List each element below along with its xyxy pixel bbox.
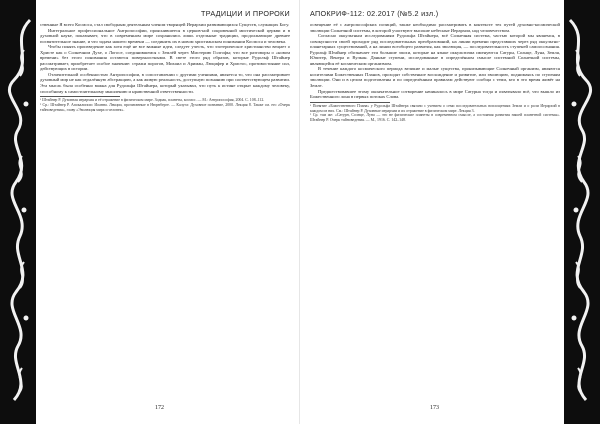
footnote: ¹ Штайнер Р. Духовная иерархия и её отражение в физическом мире. Зодиак, планеты, космос. — М.: Антропософия, 2004. С. 108–112. <box>40 98 265 103</box>
paragraph: ственные Я всего Космоса, стал свободным деятельным членом творящей Иерархии развивающихся Существ, служащих Богу. <box>40 22 290 27</box>
running-head <box>310 6 560 20</box>
footnote: ² Ср. там же: «Сатурн, Солнце, Луна — это не физические планеты в современном смысле, а состояния развития нашей планетной системы». Штайнер Р. Очерк тайноведения. — М., 1916. С. 142–148. <box>310 113 560 123</box>
paragraph: освещение её с антропософских позиций, также необходимо рассматривать в контексте тех путей духовно-космической эволюции Солнечной системы, в которой участвуют высокие небесные Иерархии, над человечеством. <box>310 22 560 33</box>
running-head <box>40 6 290 20</box>
tribal-ornament-icon <box>0 0 36 424</box>
paragraph: Согласно оккультным исследованиям Рудольфа Штайнера, всё Солнечная система, частью которой мы являемся, в совокупности своей проходит ряд последовательных преобразований, на линии времени представших через ряд оккультно-планетарных существований, а на линии всеобщего развития, как эволюция, — последовательность ступеней самоосознания. Рудольф Штайнер обозначает эти большие эпохи, которые на языке оккультизма именуются Сатурн, Солнце, Луна, Земля, Юпитер, Венера и Вулкан. Данные ступени, исследованные в определённом смысле системной Солнечной системы, являющейся её космическим организмом. <box>310 33 560 66</box>
right-page <box>300 0 600 424</box>
footnote-divider <box>310 102 390 103</box>
footnote: ² Ср.: Штайнер Р. Апокалипсис Иоанна. Лекции, прочитанные в Нюрнберге. — Калуга: Духовное познание, 2000. Лекция 8. Также см. его «Очерк тайноведения», главу «Эволюция мира и человек». <box>40 103 290 112</box>
left-ornament-border <box>0 0 36 424</box>
footnotes <box>40 98 290 112</box>
tribal-ornament-icon <box>564 0 600 424</box>
paragraph: В течение каждого космического периода великие и малые существа, пронизывающие Солнечный организм, являются носителями Божественных Планов, проходят собственное восхождение и развитие, или эволюцию, поднимаясь по ступеням эволюции. Они и в целом подготовлены и по определённым правилам действуют сообща с теми, кто в это время живёт на Земле. <box>310 66 560 89</box>
paragraph: Интегральное профессиональное Антропософии, прояснившееся в церков-ной сокровенной мистической церкви и в духовной науке, показывает, что в современном мире сохранились лишь отдельные традиции, продолжающие древнее посвятительное знание, и что задача нашего времени — соединить их в новом христианском понимании Космоса и человека. <box>40 27 290 44</box>
running-head-text: ТРАДИЦИИ И ПРОРОКИ <box>201 8 290 18</box>
footnote: ¹ Понятие «Божественного Плана» у Рудольфа Штайнера связано с учением о семи последовательных воплощениях Земли и о роли Иерархий в каждом из них. См.: Штайнер Р. Духовные иерархии и их отражение в физическом мире. Лекция 3. <box>310 103 560 113</box>
footnotes <box>310 104 560 123</box>
running-head-text: АПОКРИФ-112: 02.2017 (№5.2 изл.) <box>310 8 439 18</box>
main-text-column <box>310 22 560 123</box>
right-ornament-border <box>564 0 600 424</box>
paragraph: Предшествовавшее этому окончательное сотворение начиналось в мире Сатурна тогда и охватывало всё, что вышло из Божественного лона в первых потоках Слова. <box>310 88 560 100</box>
main-text-column <box>40 22 290 113</box>
page-number: 172 <box>155 405 164 411</box>
paragraph: Отличительной особенностью Антропософии, в сопоставлении с другими учениями, является то, что она рассматривает духовный мир не как отдалённую абстракцию, а как живую реальность, доступную познанию при соответствующем развитии. Эта мысль была особенно важна для Рудольфа Штайнера, который указывал, что путь к истине открыт каждому человеку, способному к самостоятельному мышлению и нравственной ответственности. <box>40 71 290 94</box>
paragraph: Чтобы понять произведение как хотя ещё не все важные идеи, следует учесть, что эзотерическое христианство вещает о Христе как о Солнечном Духе, о Логосе, соединившемся с Землёй через Мистерию Голгофы; что все разговоры о «новом времени» без этого понимания остаются поверхностными. В свете этого ряд образов, которые Рудольф Штайнер рассматривает, приобретает особое значение: стражи порогов, Михаил и Ариман, Люцифер и Христос, противостояние сил, действующих в истории. <box>40 44 290 72</box>
page-number: 173 <box>430 405 439 411</box>
footnote-divider <box>40 96 120 97</box>
